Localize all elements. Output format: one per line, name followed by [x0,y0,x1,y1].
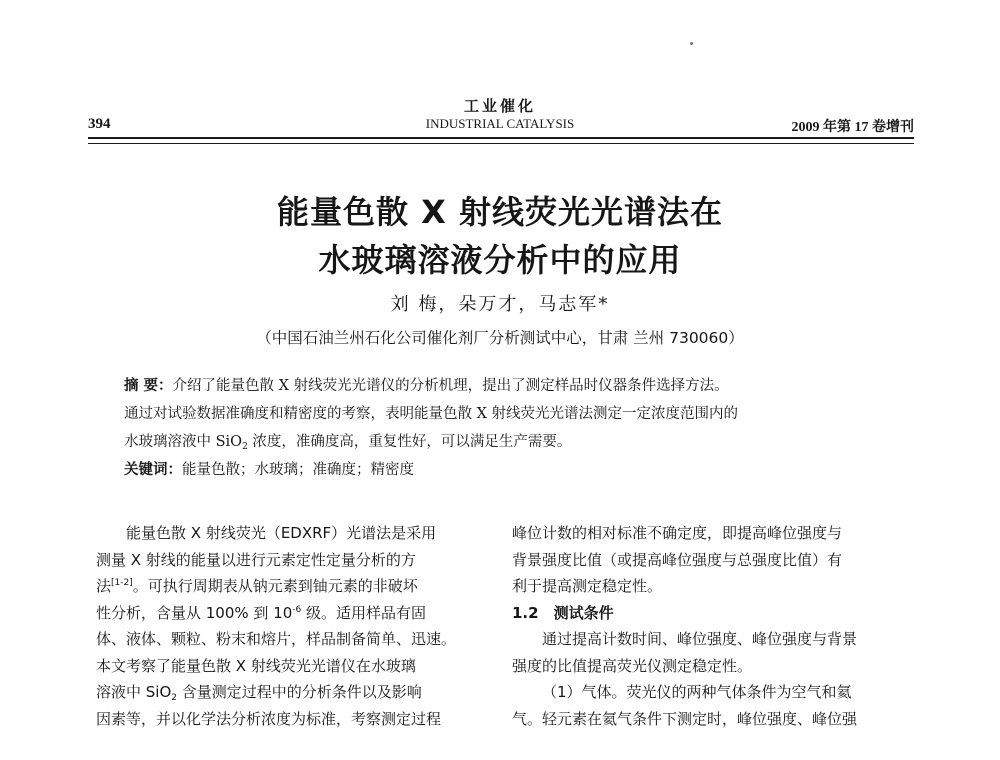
citation-ref: [1-2] [111,578,133,588]
page-number: 394 [88,116,111,132]
keywords-label: 关键词： [124,462,182,478]
abstract-text-3b: 浓度，准确度高，重复性好，可以满足生产需要。 [247,434,572,450]
abstract-line-3 [124,428,884,456]
issue-info: 2009 年第 17 卷增刊 [791,120,914,135]
left-line-5: 体、液体、颗粒、粉末和熔片，样品制备简单、迅速。 [96,630,457,648]
journal-name-cn: 工业催化 [463,97,536,115]
abstract-label: 摘 要： [124,378,173,394]
left-text-7b: 含量测定过程中的分析条件以及影响 [177,683,422,701]
abstract-line-1 [124,372,884,400]
abstract [124,372,884,484]
right-line-6: 强度的比值提高荧光仪测定稳定性。 [512,656,753,675]
right-line-7: （1）气体。荧光仪的两种气体条件为空气和氦 [542,683,852,701]
left-text-3b: 。可执行周期表从钠元素到铀元素的非破坏 [132,577,418,595]
header-rule-thick [88,137,914,139]
left-line-4 [96,600,474,627]
paper-title-line-1: 能量色散 X 射线荧光光谱法在 [277,193,723,231]
left-line-8: 因素等，并以化学法分析浓度为标准，考察测定过程 [96,709,442,728]
body-column-left [96,520,474,732]
abstract-subscript: 2 [242,442,248,452]
stray-dot [690,42,693,45]
abstract-text-1: 介绍了能量色散 X 射线荧光光谱仪的分析机理，提出了测定样品时仪器条件选择方法。 [172,378,729,394]
section-heading: 1.2 测试条件 [512,603,614,622]
right-line-2: 背景强度比值（或提高峰位强度与总强度比值）有 [512,550,843,569]
abstract-line-2: 通过对试验数据准确度和精密度的考察，表明能量色散 X 射线荧光光谱法测定一定浓度范围内的 [124,406,739,422]
left-line-1: 能量色散 X 射线荧光（EDXRF）光谱法是采用 [126,524,437,542]
left-text-4a: 性分析，含量从 100% 到 10 [96,603,293,622]
left-line-7 [96,679,474,706]
left-subscript: 2 [171,693,177,703]
paper-title-line-2: 水玻璃溶液分析中的应用 [318,241,682,279]
exponent: -6 [292,604,302,615]
body-column-right [512,520,890,732]
left-text-7a: 溶液中 SiO [96,683,172,701]
right-line-5: 通过提高计数时间、峰位强度、峰位强度与背景 [542,630,858,648]
abstract-text-3a: 水玻璃溶液中 SiO [124,434,243,450]
left-line-2: 测量 X 射线的能量以进行元素定性定量分析的方 [96,550,416,569]
right-line-8: 气。轻元素在氦气条件下测定时，峰位强度、峰位强 [512,709,858,728]
affiliation: （中国石油兰州石化公司催化剂厂分析测试中心，甘肃 兰州 730060） [256,329,744,347]
header-rule-thin [88,143,914,144]
right-line-1: 峰位计数的相对标准不确定度，即提高峰位强度与 [512,524,843,542]
left-line-3 [96,573,474,600]
keywords-line [124,456,884,484]
left-text-3a: 法 [96,577,112,595]
left-line-6: 本文考察了能量色散 X 射线荧光光谱仪在水玻璃 [96,656,416,675]
right-line-3: 利于提高测定稳定性。 [512,577,663,595]
keywords: 能量色散；水玻璃；准确度；精密度 [182,462,414,478]
journal-name-en: INDUSTRIAL CATALYSIS [425,116,575,131]
authors: 刘 梅，朵万才，马志军* [390,294,610,315]
left-text-4b: 级。适用样品有固 [301,603,427,622]
